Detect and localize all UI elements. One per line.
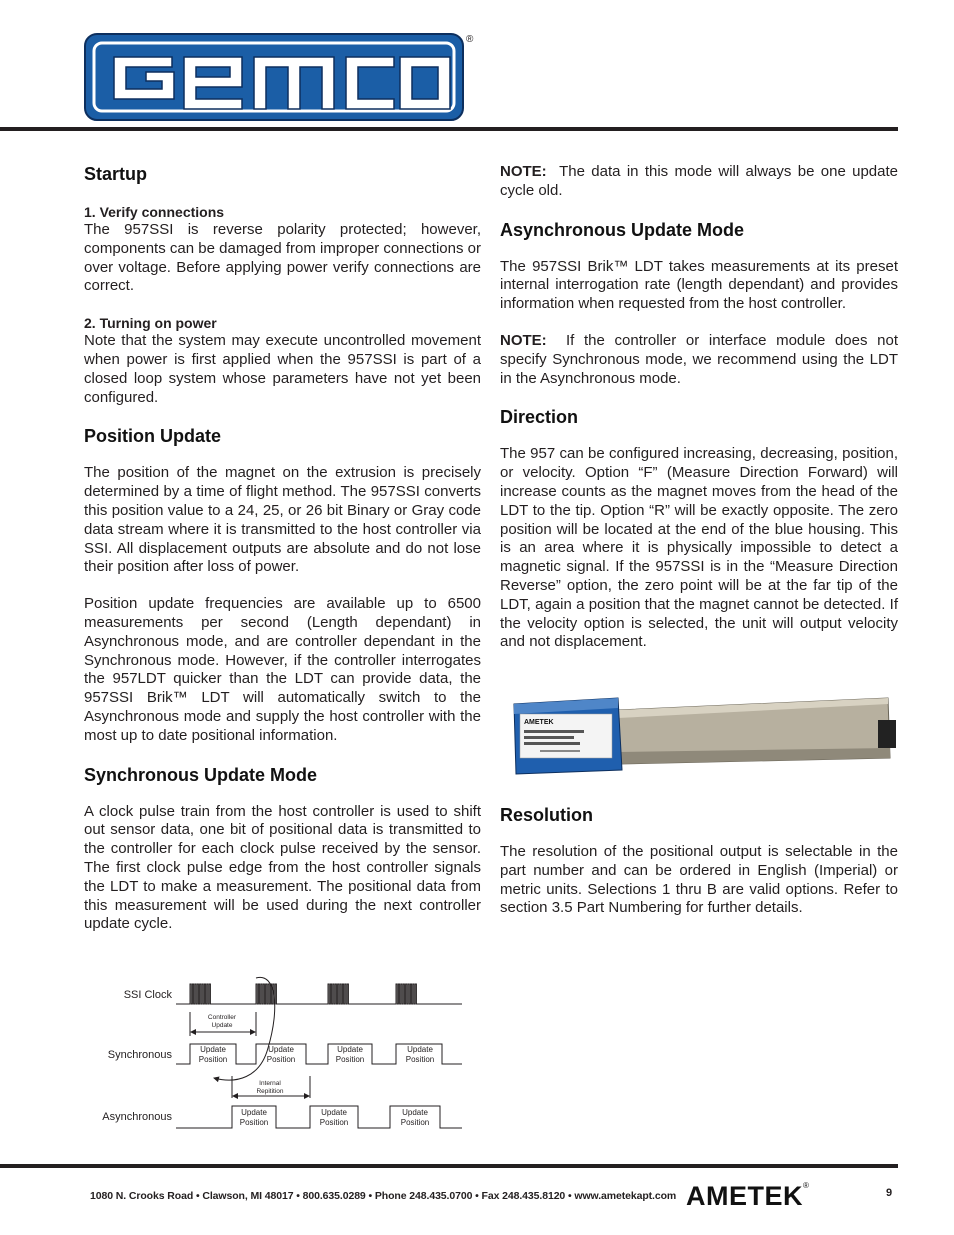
- asynchronous-heading: Asynchronous Update Mode: [500, 219, 745, 240]
- footer-address: 1080 N. Crooks Road • Clawson, MI 48017 • 800.635.0289 • Phone 248.435.0700 • Fax 248.435.8120 • www.ametekapt.com: [90, 1190, 677, 1202]
- async-update-1: Update: [241, 1108, 267, 1117]
- verify-heading: 1. Verify connections: [84, 204, 225, 220]
- direction-text: The 957 can be configured increasing, decreasing, position, or velocity. Option “F” (Measure Direction Forward) will increase counts as the magnet moves from the head of the LDT to the tip. Option “R” will be exactly opposite. The zero position will be located at the end of the blue housing. This is an area where it is physically impossible to detect a magnetic signal. If the 957SSI is in the “Measure Direction Reverse” option, the zero point will be at the far tip of the LDT, again a position that the magnet cannot be detected. If the velocity option is selected, the unit will output velocity and not displacement.: [500, 445, 898, 651]
- timing-diagram: [90, 968, 480, 1138]
- controller-update-label: Update: [211, 1022, 233, 1029]
- note-2: [500, 332, 898, 388]
- ametek-registered: ®: [803, 1181, 810, 1190]
- asynchronous-label: Asynchronous: [102, 1111, 172, 1123]
- sync-update-1: Update: [200, 1045, 226, 1054]
- footer-rule: [0, 1164, 898, 1168]
- note-2-text: If the controller or interface module does not specify Synchronous mode, we recommend using the LDT in the Asynchronous mode.: [500, 331, 898, 387]
- page-number: 9: [886, 1187, 893, 1199]
- direction-heading: Direction: [500, 407, 579, 428]
- controller-label: Controller: [207, 1014, 237, 1021]
- resolution-section: [500, 804, 898, 918]
- photo-label: AMETEK: [524, 719, 554, 726]
- left-column: [84, 163, 481, 934]
- note-1: [500, 163, 898, 201]
- power-heading: 2. Turning on power: [84, 315, 217, 332]
- ssi-clock-waveform: [176, 984, 462, 1004]
- repitition-label: Repitition: [256, 1088, 284, 1095]
- resolution-heading: Resolution: [500, 805, 593, 825]
- position-paragraph-1: The position of the magnet on the extrusion is precisely determined by a time of flight method. The 957SSI converts this position value to a 24, 25, or 26 bit Binary or Gray code data stream where it is transmitted to the host controller via SSI. All displacement outputs are absolute and do not lose their position after loss of power.: [84, 464, 481, 576]
- ametek-logo-text: AMETEK: [686, 1181, 803, 1211]
- asynchronous-text: The 957SSI Brik™ LDT takes measurements at its preset internal interrogation rate (length dependant) and provides information when requested from the host controller.: [500, 257, 898, 313]
- async-position-2: Position: [319, 1118, 349, 1127]
- async-update-2: Update: [321, 1108, 347, 1117]
- sync-position-2: Position: [266, 1055, 296, 1064]
- sync-update-3: Update: [337, 1045, 363, 1054]
- header-rule: [0, 127, 898, 131]
- verify-text: The 957SSI is reverse polarity protected; however, components can be damaged from improper connections or over voltage. Before applying power verify connections are correct.: [84, 221, 481, 295]
- synchronous-text: A clock pulse train from the host controller is used to shift out sensor data, one bit of positional data is transmitted to the controller for each clock pulse received by the sensor. The first clock pulse edge from the host controller signals the LDT to make a measurement. The positional data from this measurement will be used during the next controller update cycle.: [84, 802, 481, 933]
- async-update-3: Update: [402, 1108, 428, 1117]
- sync-position-1: Position: [198, 1055, 228, 1064]
- ssi-clock-label: SSI Clock: [123, 989, 172, 1001]
- note-2-label: NOTE:: [500, 331, 547, 349]
- sync-update-2: Update: [268, 1045, 294, 1054]
- right-column: [500, 163, 898, 652]
- internal-label: Internal: [259, 1080, 281, 1087]
- position-paragraph-2: Position update frequencies are available up to 6500 measurements per second (Length dependant) in Asynchronous mode, and are controller dependant in the Synchronous mode. However, if the controller interrogates the 957LDT quicker than the LDT can provide data, the 957SSI Brik™ LDT will automatically switch to the Asynchronous mode and supply the host controller with the most up to date positional information.: [84, 595, 481, 744]
- position-update-heading: Position Update: [84, 426, 222, 447]
- startup-heading: Startup: [84, 164, 147, 184]
- ssi-clock-signal: [176, 984, 462, 1004]
- resolution-text: The resolution of the positional output is selectable in the part number and can be ordered in English (Imperial) or metric units. Selections 1 thru B are valid options. Refer to section 3.5 Part Numbering for further details.: [500, 843, 898, 917]
- ametek-logo: [686, 1181, 809, 1212]
- synchronous-heading: Synchronous Update Mode: [84, 764, 318, 785]
- note-1-text: The data in this mode will always be one update cycle old.: [500, 163, 898, 199]
- sync-position-3: Position: [335, 1055, 365, 1064]
- async-position-1: Position: [239, 1118, 269, 1127]
- ldt-product-photo: [500, 670, 898, 782]
- sync-update-4: Update: [407, 1045, 433, 1054]
- synchronous-label: Synchronous: [107, 1049, 172, 1061]
- power-text: Note that the system may execute uncontrolled movement when power is first applied when the 957SSI is part of a closed loop system whose parameters have not yet been configured.: [84, 332, 481, 406]
- registered-mark: ®: [466, 34, 474, 45]
- note-1-label: NOTE:: [500, 163, 547, 180]
- sync-position-4: Position: [405, 1055, 435, 1064]
- async-position-3: Position: [400, 1118, 430, 1127]
- gemco-logo: [84, 33, 464, 121]
